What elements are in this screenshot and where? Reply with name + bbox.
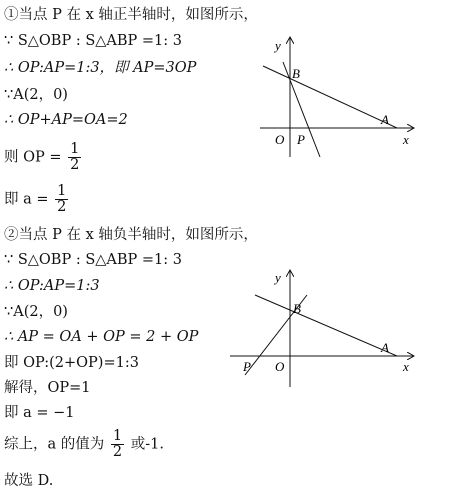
graph-positive-half-axis — [245, 32, 420, 162]
fraction-denominator: 2 — [57, 199, 67, 215]
label-y: y — [275, 38, 281, 53]
part1-sum: ∴ OP+AP=OA=2 — [4, 112, 128, 128]
conclusion-suffix: 或-1. — [130, 436, 164, 453]
part2-because-area-ratio: ∵ S△OBP : S△ABP =1: 3 — [4, 252, 182, 268]
label-o: O — [275, 132, 285, 147]
part1-heading: ①当点 P 在 x 轴正半轴时，如图所示， — [4, 7, 258, 23]
part2-sum: ∴ AP = OA + OP = 2 + OP — [4, 329, 199, 345]
graph-negative-half-axis — [225, 265, 420, 395]
part1-point-a: ∵A(2，0) — [4, 87, 68, 103]
conclusion — [4, 429, 164, 460]
label-x: x — [403, 132, 409, 147]
part1-therefore-ratio: ∴ OP:AP=1:3，即 AP=3OP — [4, 60, 197, 76]
fraction-numerator: 1 — [70, 141, 80, 157]
label-p: P — [243, 359, 251, 374]
fraction-denominator: 2 — [112, 444, 123, 460]
label-b: B — [293, 301, 301, 316]
label-y: y — [275, 270, 281, 285]
label-p: P — [297, 132, 305, 147]
label-a: A — [381, 112, 389, 127]
label-a: A — [381, 340, 389, 355]
conclusion-prefix: 综上，a 的值为 — [4, 436, 105, 453]
part1-a-value — [4, 184, 70, 215]
part2-heading: ②当点 P 在 x 轴负半轴时，如图所示， — [4, 227, 258, 243]
part1-op-fraction — [68, 142, 81, 173]
label-b: B — [292, 66, 300, 81]
part2-solve: 解得，OP=1 — [4, 380, 91, 396]
answer: 故选 D. — [4, 473, 54, 489]
part2-equation: 即 OP:(2+OP)=1:3 — [4, 355, 139, 371]
part2-point-a: ∵A(2，0) — [4, 304, 68, 320]
label-x: x — [403, 359, 409, 374]
part1-then-label: 则 OP = — [4, 149, 62, 166]
part2-a-value: 即 a = −1 — [4, 405, 75, 421]
line-ab — [255, 295, 397, 356]
part1-a-fraction — [55, 184, 68, 215]
part2-therefore-ratio: ∴ OP:AP=1:3 — [4, 278, 100, 294]
label-o: O — [275, 359, 285, 374]
fraction-denominator: 2 — [70, 157, 80, 173]
fraction-numerator: 1 — [112, 428, 123, 444]
conclusion-fraction — [111, 429, 124, 460]
fraction-numerator: 1 — [57, 183, 67, 199]
part1-because-area-ratio: ∵ S△OBP : S△ABP =1: 3 — [4, 33, 182, 49]
line-ab — [263, 66, 397, 128]
part1-op-value — [4, 142, 83, 173]
part1-ji-label: 即 a = — [4, 191, 49, 208]
